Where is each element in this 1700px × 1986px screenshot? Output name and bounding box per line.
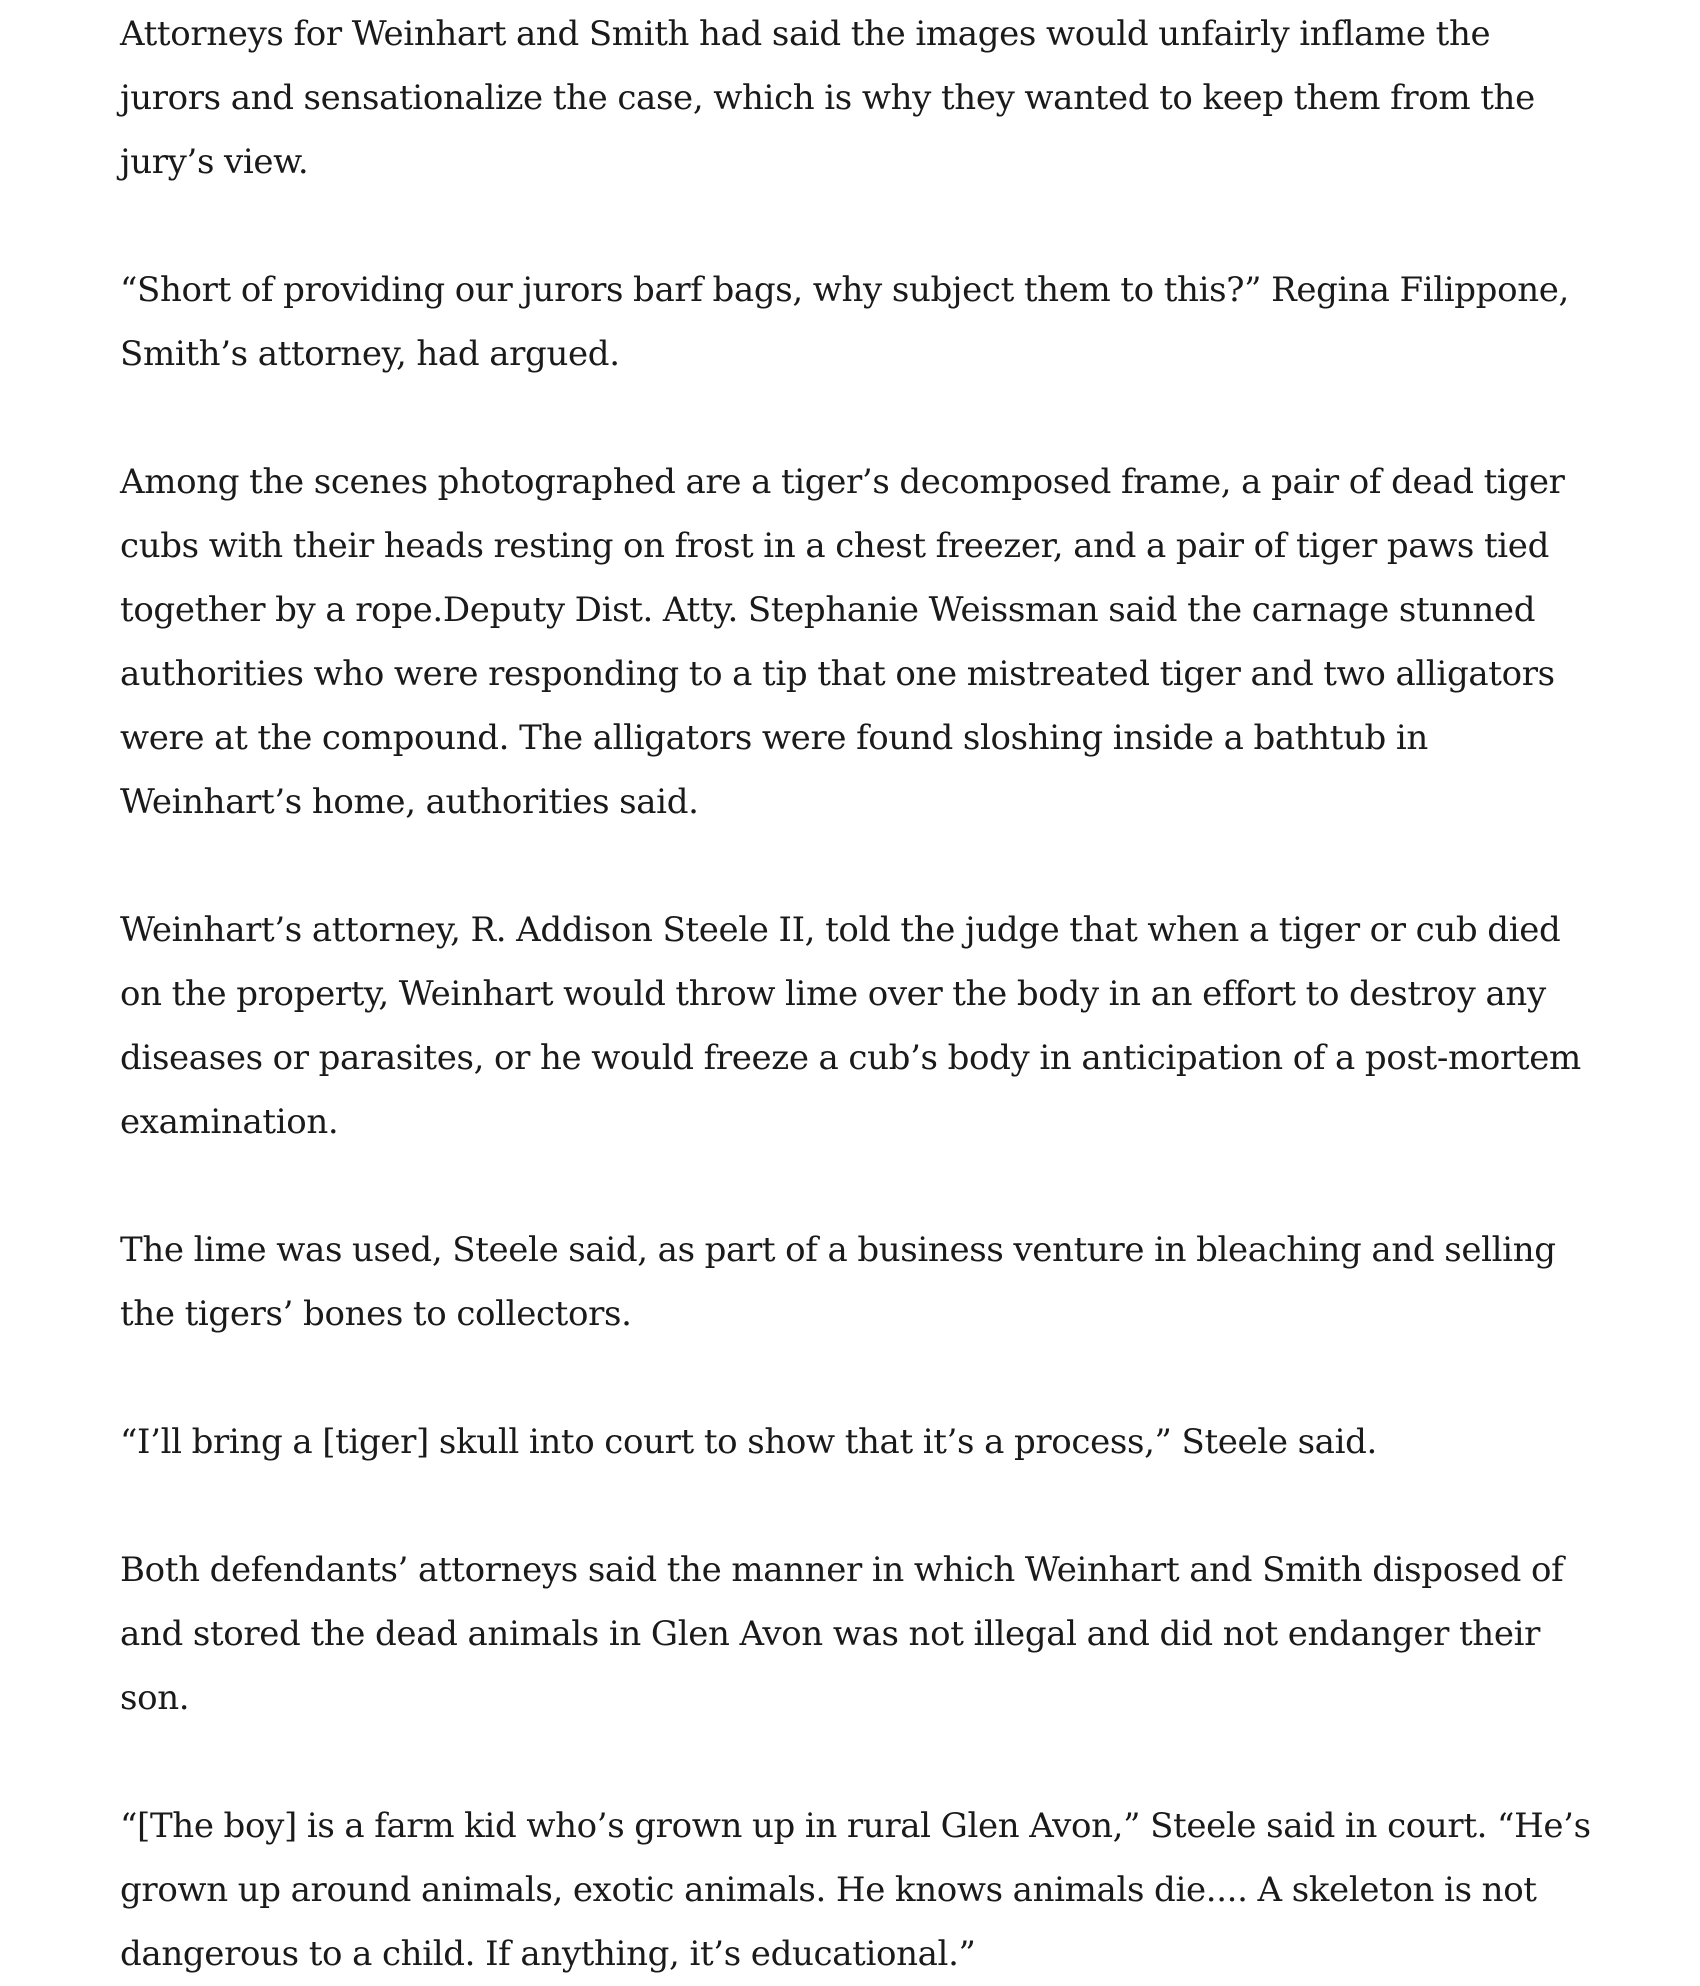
paragraph-defense-claim: Both defendants’ attorneys said the manner in which Weinhart and Smith disposed of and stored the dead animals in Glen Avon was not illegal and did not endanger their son. bbox=[120, 1550, 1564, 1718]
paragraph-farm-kid-quote: “[The boy] is a farm kid who’s grown up in rural Glen Avon,” Steele said in court. “He’s grown up around animals, exotic animals. He knows animals die.... A skeleton is not dangerous to a child. If anything, it’s educational.” bbox=[120, 1806, 1591, 1974]
paragraph-lime-business: The lime was used, Steele said, as part of a business venture in bleaching and selling the tigers’ bones to collectors. bbox=[120, 1230, 1556, 1334]
paragraph-attorneys-objection: Attorneys for Weinhart and Smith had said the images would unfairly inflame the jurors and sensationalize the case, which is why they wanted to keep them from the jury’s view. bbox=[120, 14, 1535, 182]
paragraph-filippone-quote: “Short of providing our jurors barf bags, why subject them to this?” Regina Filippone, Smith’s attorney, had argued. bbox=[120, 270, 1569, 374]
paragraph-steele-explanation: Weinhart’s attorney, R. Addison Steele II, told the judge that when a tiger or cub died on the property, Weinhart would throw lime over the body in an effort to destroy any diseases or parasites, or he would freeze a cub’s body in anticipation of a post-mortem examination. bbox=[120, 910, 1581, 1142]
article-body bbox=[120, 2, 1600, 1986]
paragraph-skull-quote: “I’ll bring a [tiger] skull into court to show that it’s a process,” Steele said. bbox=[120, 1422, 1377, 1462]
paragraph-scenes-photographed: Among the scenes photographed are a tiger’s decomposed frame, a pair of dead tiger cubs with their heads resting on frost in a chest freezer, and a pair of tiger paws tied together by a rope.Deputy Dist. Atty. Stephanie Weissman said the carnage stunned authorities who were responding to a tip that one mistreated tiger and two alligators were at the compound. The alligators were found sloshing inside a bathtub in Weinhart’s home, authorities said. bbox=[120, 462, 1565, 822]
